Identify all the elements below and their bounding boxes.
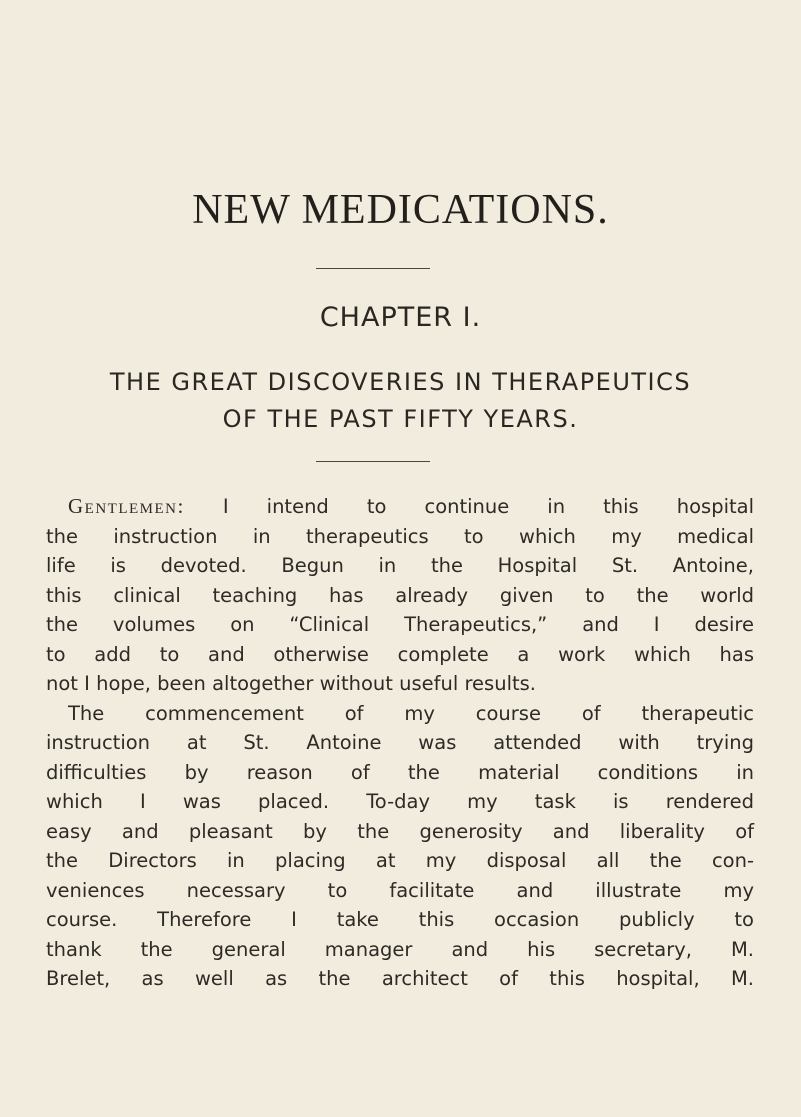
body-line: the volumes on “Clinical Therapeutics,” and I desire <box>46 613 754 636</box>
chapter-subtitle <box>0 364 801 438</box>
body-line: life is devoted. Begun in the Hospital St. Antoine, <box>46 554 754 577</box>
chapter-number: CHAPTER I. <box>319 302 482 333</box>
body-line: course. Therefore I take this occasion publicly to <box>46 908 754 931</box>
chapter-subtitle-line-1: THE GREAT DISCOVERIES IN THERAPEUTICS <box>109 368 692 396</box>
body-line: the instruction in therapeutics to which my medical <box>46 524 754 548</box>
body-line: not I hope, been altogether without useful results. <box>46 672 536 695</box>
title-divider <box>316 268 430 269</box>
body-line: instruction at St. Antoine was attended with trying <box>46 731 754 754</box>
body-line: difficulties by reason of the material conditions in <box>46 760 754 784</box>
chapter-subtitle-line-2: OF THE PAST FIFTY YEARS. <box>222 405 579 433</box>
body-line <box>46 492 754 522</box>
body-line: veniences necessary to facilitate and illustrate my <box>46 878 754 902</box>
body-line: Brelet, as well as the architect of this hospital, M. <box>46 967 754 990</box>
body-line: easy and pleasant by the generosity and liberality of <box>46 819 754 843</box>
body-line: thank the general manager and his secretary, M. <box>46 937 754 961</box>
body-line: the Directors in placing at my disposal all the con- <box>46 849 754 872</box>
book-title: NEW MEDICATIONS. <box>192 187 609 233</box>
body-line: The commencement of my course of therapeutic <box>68 701 754 725</box>
chapter-divider <box>316 461 430 462</box>
salutation: Gentlemen: <box>68 494 185 518</box>
body-line: which I was placed. To-day my task is rendered <box>46 790 754 813</box>
body-line: this clinical teaching has already given to the world <box>46 583 754 607</box>
body-line-text: I intend to continue in this hospital <box>184 495 754 518</box>
body-text <box>46 492 754 994</box>
body-line: to add to and otherwise complete a work which has <box>46 642 754 666</box>
